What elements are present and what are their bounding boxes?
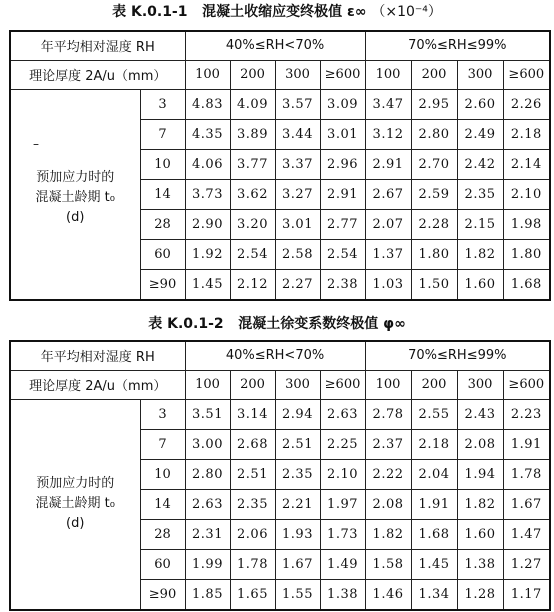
table1-caption-text: 混凝土收缩应变终极值 ε∞	[202, 4, 367, 20]
shrinkage-strain-table	[9, 30, 551, 301]
table-row	[10, 89, 550, 119]
value-cell: 3.89	[230, 119, 275, 149]
value-cell: 2.96	[320, 149, 365, 179]
thickness-header: 100	[185, 370, 230, 399]
thickness-label-cell: 理论厚度 2A/u（mm）	[10, 370, 185, 399]
thickness-header: 200	[230, 370, 275, 399]
value-cell: 3.44	[275, 119, 320, 149]
value-cell: 2.18	[411, 429, 457, 459]
value-cell: 2.35	[275, 459, 320, 489]
thickness-label-cell: 理论厚度 2A/u（mm）	[10, 60, 185, 89]
value-cell: 2.51	[230, 459, 275, 489]
age-cell: 3	[140, 89, 185, 119]
value-cell: 2.54	[230, 240, 275, 270]
age-cell: 10	[140, 459, 185, 489]
value-cell: 1.49	[320, 550, 365, 580]
value-cell: 2.14	[503, 149, 550, 179]
value-cell: 2.80	[185, 459, 230, 489]
value-cell: 1.60	[457, 270, 503, 300]
rh-group-2-header: 70%≤RH≤99%	[365, 31, 550, 60]
value-cell: 1.28	[457, 580, 503, 610]
value-cell: 3.37	[275, 149, 320, 179]
value-cell: 1.38	[457, 550, 503, 580]
age-row-label: – 预加应力时的 混凝土龄期 t₀ (d)	[10, 89, 140, 300]
value-cell: 1.68	[411, 520, 457, 550]
age-cell: 60	[140, 550, 185, 580]
value-cell: 2.67	[365, 180, 411, 210]
table2-caption-id: 表 K.0.1-2	[148, 316, 224, 332]
value-cell: 2.06	[230, 520, 275, 550]
rh-group-2-header: 70%≤RH≤99%	[365, 341, 550, 370]
value-cell: 1.60	[457, 520, 503, 550]
age-cell: 7	[140, 429, 185, 459]
table2-caption	[0, 314, 554, 334]
rh-label-cell	[10, 341, 185, 370]
value-cell: 2.63	[185, 490, 230, 520]
age-cell: 28	[140, 520, 185, 550]
value-cell: 1.91	[503, 429, 550, 459]
table1-caption	[0, 2, 554, 22]
value-cell: 2.94	[275, 399, 320, 429]
value-cell: 3.12	[365, 119, 411, 149]
value-cell: 2.80	[411, 119, 457, 149]
value-cell: 2.68	[230, 429, 275, 459]
value-cell: 2.23	[503, 399, 550, 429]
value-cell: 3.57	[275, 89, 320, 119]
tick-mark: –	[33, 137, 39, 152]
value-cell: 3.00	[185, 429, 230, 459]
thickness-header: 100	[365, 60, 411, 89]
thickness-header: 300	[457, 60, 503, 89]
rh-label: 年平均相对湿度 RH	[40, 40, 155, 56]
value-cell: 2.59	[411, 180, 457, 210]
value-cell: 1.82	[457, 490, 503, 520]
thickness-header-row	[10, 60, 550, 89]
value-cell: 4.06	[185, 149, 230, 179]
value-cell: 3.01	[320, 119, 365, 149]
rh-group-1-header: 40%≤RH<70%	[185, 31, 365, 60]
table-row	[10, 399, 550, 429]
value-cell: 1.68	[503, 270, 550, 300]
value-cell: 2.42	[457, 149, 503, 179]
value-cell: 2.38	[320, 270, 365, 300]
value-cell: 2.12	[230, 270, 275, 300]
value-cell: 2.54	[320, 240, 365, 270]
value-cell: 1.37	[365, 240, 411, 270]
thickness-header: 300	[275, 60, 320, 89]
value-cell: 1.46	[365, 580, 411, 610]
age-cell: 14	[140, 490, 185, 520]
value-cell: 2.08	[365, 490, 411, 520]
thickness-header: ≥600	[320, 370, 365, 399]
age-cell: 14	[140, 180, 185, 210]
value-cell: 2.78	[365, 399, 411, 429]
value-cell: 1.47	[503, 520, 550, 550]
value-cell: 3.27	[275, 180, 320, 210]
thickness-header: ≥600	[503, 60, 550, 89]
value-cell: 4.09	[230, 89, 275, 119]
value-cell: 4.35	[185, 119, 230, 149]
value-cell: 2.70	[411, 149, 457, 179]
value-cell: 3.73	[185, 180, 230, 210]
thickness-header: 100	[365, 370, 411, 399]
age-cell: 28	[140, 210, 185, 240]
value-cell: 2.91	[365, 149, 411, 179]
value-cell: 2.35	[230, 490, 275, 520]
thickness-header: ≥600	[320, 60, 365, 89]
value-cell: 2.90	[185, 210, 230, 240]
value-cell: 2.35	[457, 180, 503, 210]
value-cell: 2.08	[457, 429, 503, 459]
thickness-header-row	[10, 370, 550, 399]
value-cell: 1.98	[503, 210, 550, 240]
age-cell: ≥90	[140, 580, 185, 610]
value-cell: 2.51	[275, 429, 320, 459]
value-cell: 3.47	[365, 89, 411, 119]
value-cell: 1.99	[185, 550, 230, 580]
value-cell: 2.10	[320, 459, 365, 489]
value-cell: 3.01	[275, 210, 320, 240]
value-cell: 3.09	[320, 89, 365, 119]
value-cell: 1.82	[365, 520, 411, 550]
value-cell: 2.07	[365, 210, 411, 240]
value-cell: 1.17	[503, 580, 550, 610]
value-cell: 2.25	[320, 429, 365, 459]
thickness-header: 200	[411, 60, 457, 89]
value-cell: 1.55	[275, 580, 320, 610]
value-cell: 1.93	[275, 520, 320, 550]
thickness-header: 200	[411, 370, 457, 399]
age-row-label: 预加应力时的 混凝土龄期 t₀ (d)	[10, 399, 140, 610]
table1-caption-id: 表 K.0.1-1	[112, 4, 188, 20]
value-cell: 3.62	[230, 180, 275, 210]
value-cell: 3.51	[185, 399, 230, 429]
value-cell: 2.04	[411, 459, 457, 489]
value-cell: 2.77	[320, 210, 365, 240]
value-cell: 1.78	[230, 550, 275, 580]
table1-caption-unit: （×10⁻⁴）	[371, 4, 442, 20]
value-cell: 1.67	[275, 550, 320, 580]
value-cell: 2.49	[457, 119, 503, 149]
value-cell: 1.82	[457, 240, 503, 270]
value-cell: 2.22	[365, 459, 411, 489]
value-cell: 4.83	[185, 89, 230, 119]
value-cell: 2.95	[411, 89, 457, 119]
value-cell: 1.03	[365, 270, 411, 300]
value-cell: 2.60	[457, 89, 503, 119]
value-cell: 1.78	[503, 459, 550, 489]
thickness-header: 300	[457, 370, 503, 399]
value-cell: 1.85	[185, 580, 230, 610]
value-cell: 2.21	[275, 490, 320, 520]
thickness-header: 100	[185, 60, 230, 89]
rh-label: 年平均相对湿度 RH	[40, 350, 155, 366]
value-cell: 2.10	[503, 180, 550, 210]
value-cell: 2.55	[411, 399, 457, 429]
value-cell: 3.14	[230, 399, 275, 429]
table2-caption-text: 混凝土徐变系数终极值 φ∞	[238, 316, 406, 332]
value-cell: 1.27	[503, 550, 550, 580]
age-cell: 7	[140, 119, 185, 149]
value-cell: 1.92	[185, 240, 230, 270]
rh-group-1-header: 40%≤RH<70%	[185, 341, 365, 370]
value-cell: 1.65	[230, 580, 275, 610]
value-cell: 2.26	[503, 89, 550, 119]
age-cell: 60	[140, 240, 185, 270]
value-cell: 3.20	[230, 210, 275, 240]
value-cell: 2.58	[275, 240, 320, 270]
value-cell: 1.94	[457, 459, 503, 489]
value-cell: 1.50	[411, 270, 457, 300]
value-cell: 2.28	[411, 210, 457, 240]
rh-label-cell	[10, 31, 185, 60]
value-cell: 2.27	[275, 270, 320, 300]
value-cell: 1.58	[365, 550, 411, 580]
value-cell: 2.37	[365, 429, 411, 459]
value-cell: 1.91	[411, 490, 457, 520]
value-cell: 1.97	[320, 490, 365, 520]
value-cell: 1.80	[411, 240, 457, 270]
value-cell: 1.73	[320, 520, 365, 550]
value-cell: 1.45	[411, 550, 457, 580]
creep-coefficient-table	[9, 340, 551, 611]
thickness-header: 200	[230, 60, 275, 89]
value-cell: 2.43	[457, 399, 503, 429]
thickness-header: ≥600	[503, 370, 550, 399]
value-cell: 1.45	[185, 270, 230, 300]
age-cell: 3	[140, 399, 185, 429]
value-cell: 2.63	[320, 399, 365, 429]
value-cell: 1.67	[503, 490, 550, 520]
value-cell: 2.31	[185, 520, 230, 550]
age-cell: ≥90	[140, 270, 185, 300]
value-cell: 2.91	[320, 180, 365, 210]
value-cell: 2.15	[457, 210, 503, 240]
value-cell: 3.77	[230, 149, 275, 179]
value-cell: 1.80	[503, 240, 550, 270]
value-cell: 1.38	[320, 580, 365, 610]
value-cell: 1.34	[411, 580, 457, 610]
age-cell: 10	[140, 149, 185, 179]
value-cell: 2.18	[503, 119, 550, 149]
thickness-header: 300	[275, 370, 320, 399]
